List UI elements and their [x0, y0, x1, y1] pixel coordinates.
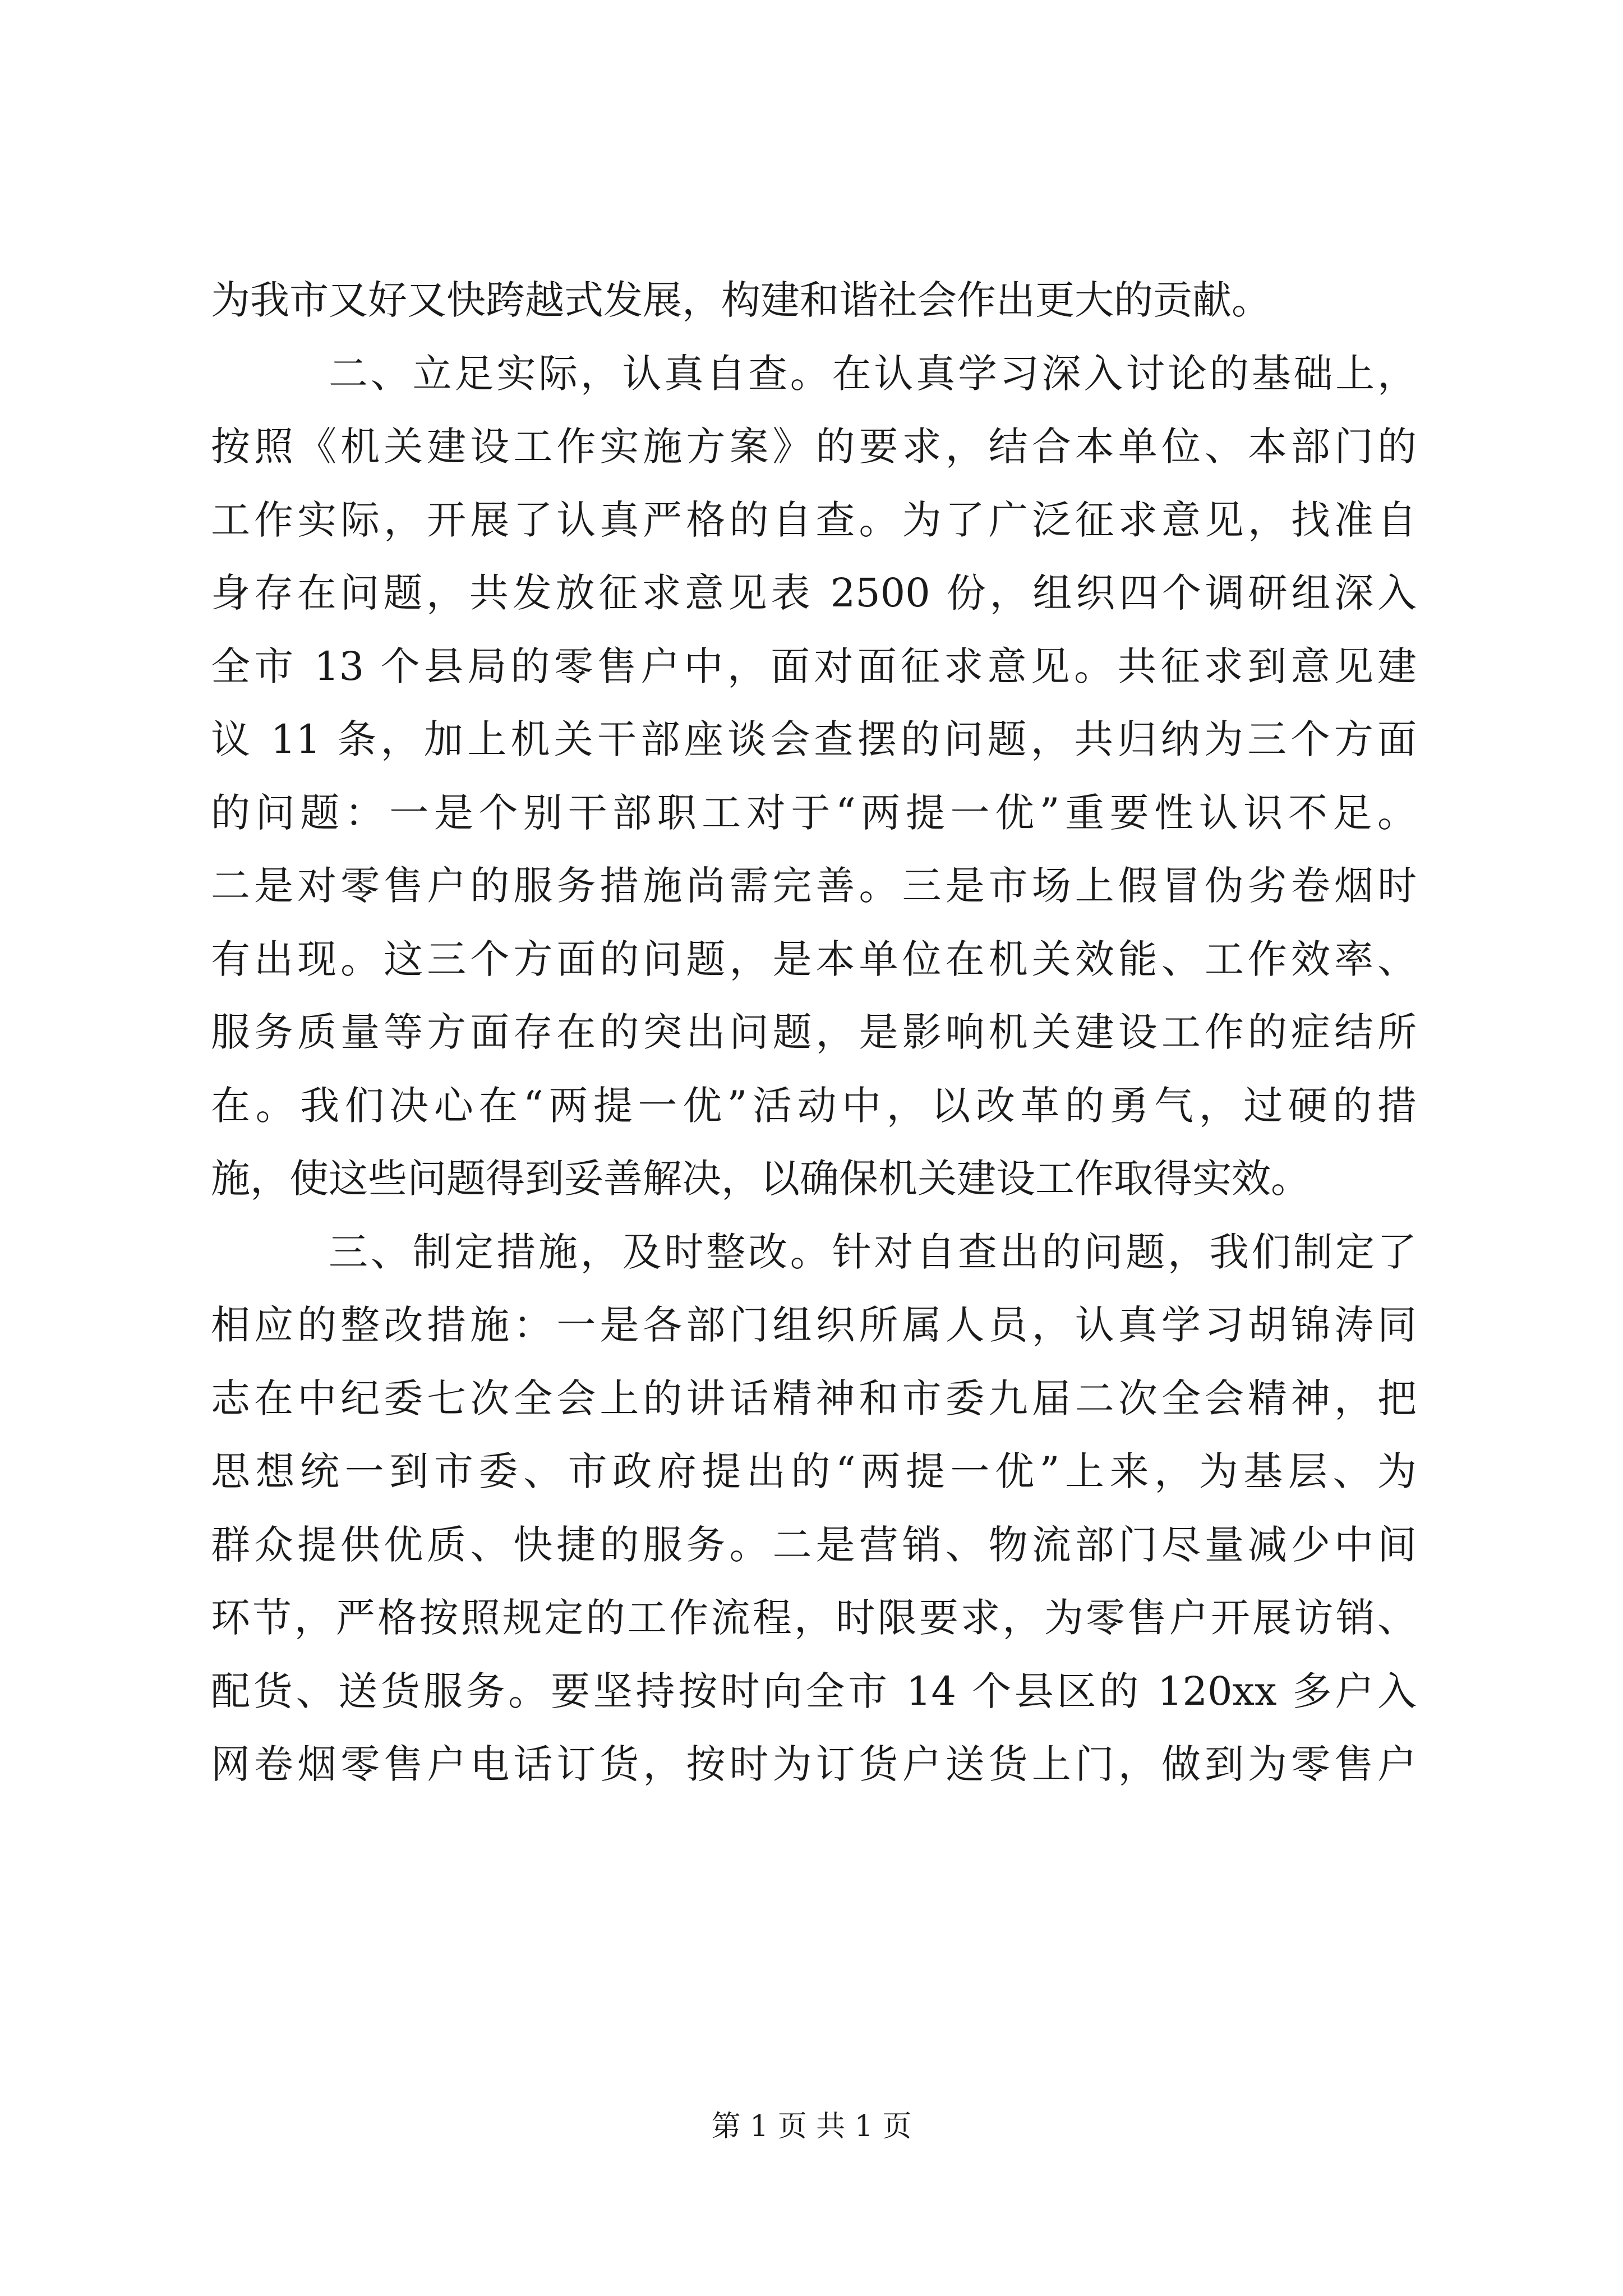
text-line: 的问题：一是个别干部职工对于“两提一优”重要性认识不足。: [211, 789, 1417, 836]
text-line: 施，使这些问题得到妥善解决，以确保机关建设工作取得实效。: [211, 1156, 1310, 1202]
text-line: 议 11 条，加上机关干部座谈会查摆的问题，共归纳为三个方面: [211, 716, 1417, 762]
text-line: 有出现。这三个方面的问题，是本单位在机关效能、工作效率、: [211, 936, 1417, 982]
document-body: [211, 264, 1417, 1801]
text-line: 在。我们决心在“两提一优”活动中，以改革的勇气，过硬的措: [211, 1082, 1417, 1129]
text-line: 全市 13 个县局的零售户中，面对面征求意见。共征求到意见建: [211, 643, 1417, 689]
text-line: 二、立足实际，认真自查。在认真学习深入讨论的基础上，: [329, 350, 1417, 397]
text-line: 群众提供优质、快捷的服务。二是营销、物流部门尽量减少中间: [211, 1521, 1417, 1568]
text-line: 配货、送货服务。要坚持按时向全市 14 个县区的 120xx 多户入: [211, 1668, 1417, 1714]
text-line: 工作实际，开展了认真严格的自查。为了广泛征求意见，找准自: [211, 496, 1417, 543]
text-line: 相应的整改措施：一是各部门组织所属人员，认真学习胡锦涛同: [211, 1302, 1417, 1348]
text-line: 服务质量等方面存在的突出问题，是影响机关建设工作的症结所: [211, 1009, 1417, 1055]
text-line: 三、制定措施，及时整改。针对自查出的问题，我们制定了: [329, 1228, 1417, 1275]
text-line: 思想统一到市委、市政府提出的“两提一优”上来，为基层、为: [211, 1448, 1417, 1494]
text-line: 身存在问题，共发放征求意见表 2500 份，组织四个调研组深入: [211, 570, 1417, 616]
text-line: 二是对零售户的服务措施尚需完善。三是市场上假冒伪劣卷烟时: [211, 863, 1417, 909]
text-line: 志在中纪委七次全会上的讲话精神和市委九届二次全会精神，把: [211, 1375, 1417, 1421]
text-line: 为我市又好又快跨越式发展，构建和谐社会作出更大的贡献。: [211, 277, 1271, 323]
page-number-footer: 第 1 页 共 1 页: [711, 2110, 912, 2143]
text-line: 网卷烟零售户电话订货，按时为订货户送货上门，做到为零售户: [211, 1741, 1417, 1787]
text-line: 按照《机关建设工作实施方案》的要求，结合本单位、本部门的: [211, 424, 1417, 470]
text-line: 环节，严格按照规定的工作流程，时限要求，为零售户开展访销、: [211, 1595, 1417, 1641]
